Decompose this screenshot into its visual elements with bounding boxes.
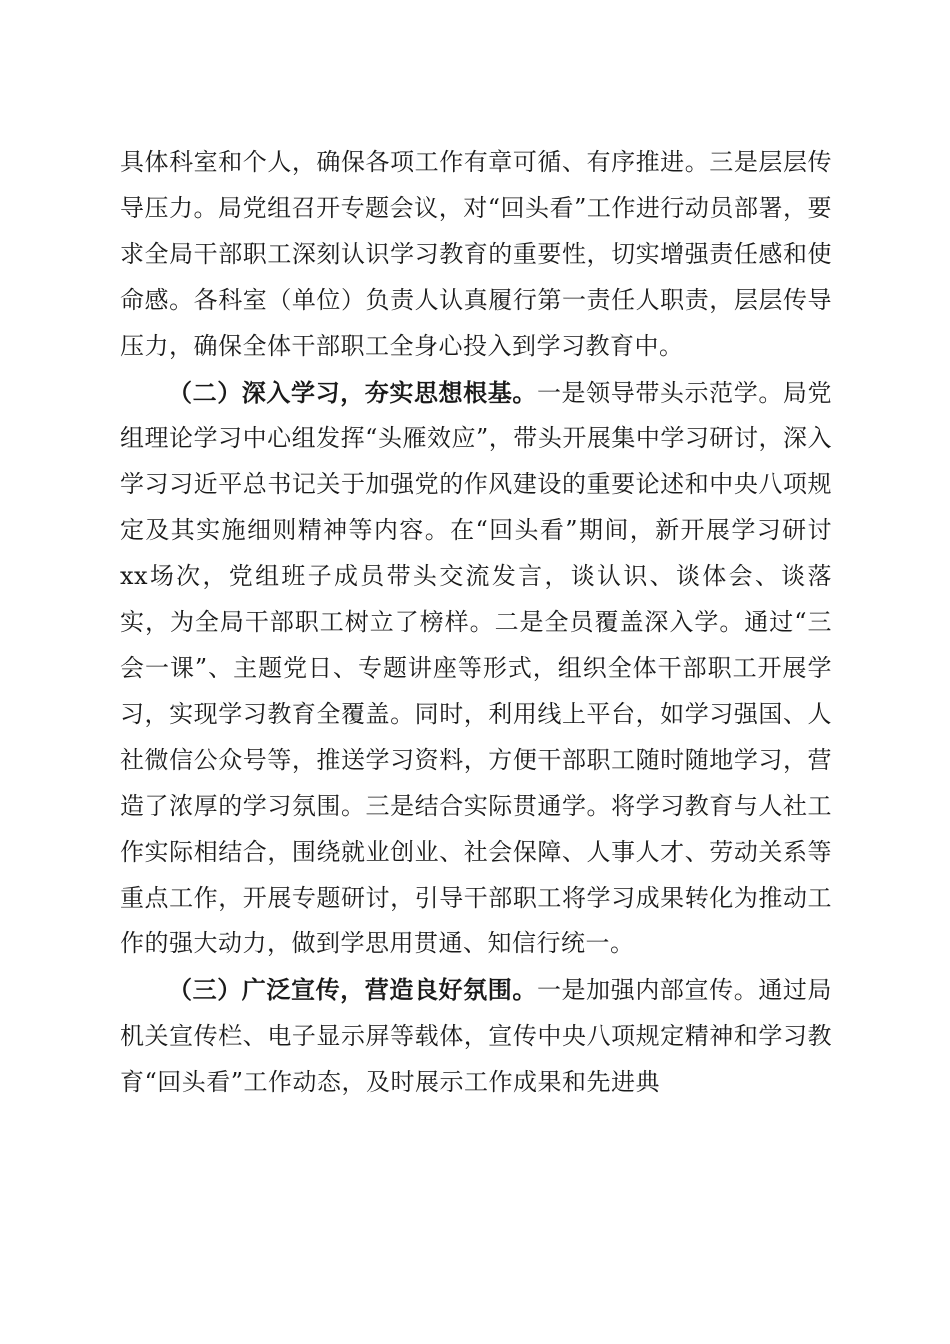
section-heading-3: （三）广泛宣传，营造良好氛围。 (168, 975, 537, 1005)
paragraph-text: 一是领导带头示范学。局党组理论学习中心组发挥“头雁效应”，带头开展集中学习研讨，深入学习习近平总书记关于加强党的作风建设的重要论述和中央八项规定及其实施细则精神等内容。在“回头看”期间，新开展学习研讨xx场次，党组班子成员带头交流发言，谈认识、谈体会、谈落实，为全局干部职工树立了榜样。二是全员覆盖深入学。通过“三会一课”、主题党日、专题讲座等形式，组织全体干部职工开展学习，实现学习教育全覆盖。同时，利用线上平台，如学习强国、人社微信公众号等，推送学习资料，方便干部职工随时随地学习，营造了浓厚的学习氛围。三是结合实际贯通学。将学习教育与人社工作实际相结合，围绕就业创业、社会保障、人事人才、劳动关系等重点工作，开展专题研讨，引导干部职工将学习成果转化为推动工作的强大动力，做到学思用贯通、知信行统一。 (120, 378, 833, 958)
section-heading-2: （二）深入学习，夯实思想根基。 (168, 377, 537, 407)
paragraph-text: 一是加强内部宣传。通过局机关宣传栏、电子显示屏等载体，宣传中央八项规定精神和学习教育“回头看”工作动态，及时展示工作成果和先进典 (120, 976, 833, 1097)
paragraph-section-3 (120, 967, 832, 1106)
paragraph-continuation (120, 140, 832, 370)
paragraph-section-2 (120, 370, 832, 968)
paragraph-text: 具体科室和个人，确保各项工作有章可循、有序推进。三是层层传导压力。局党组召开专题会议，对“回头看”工作进行动员部署，要求全局干部职工深刻认识学习教育的重要性，切实增强责任感和使命感。各科室（单位）负责人认真履行第一责任人职责，层层传导压力，确保全体干部职工全身心投入到学习教育中。 (120, 148, 832, 360)
document-body (120, 140, 832, 1106)
